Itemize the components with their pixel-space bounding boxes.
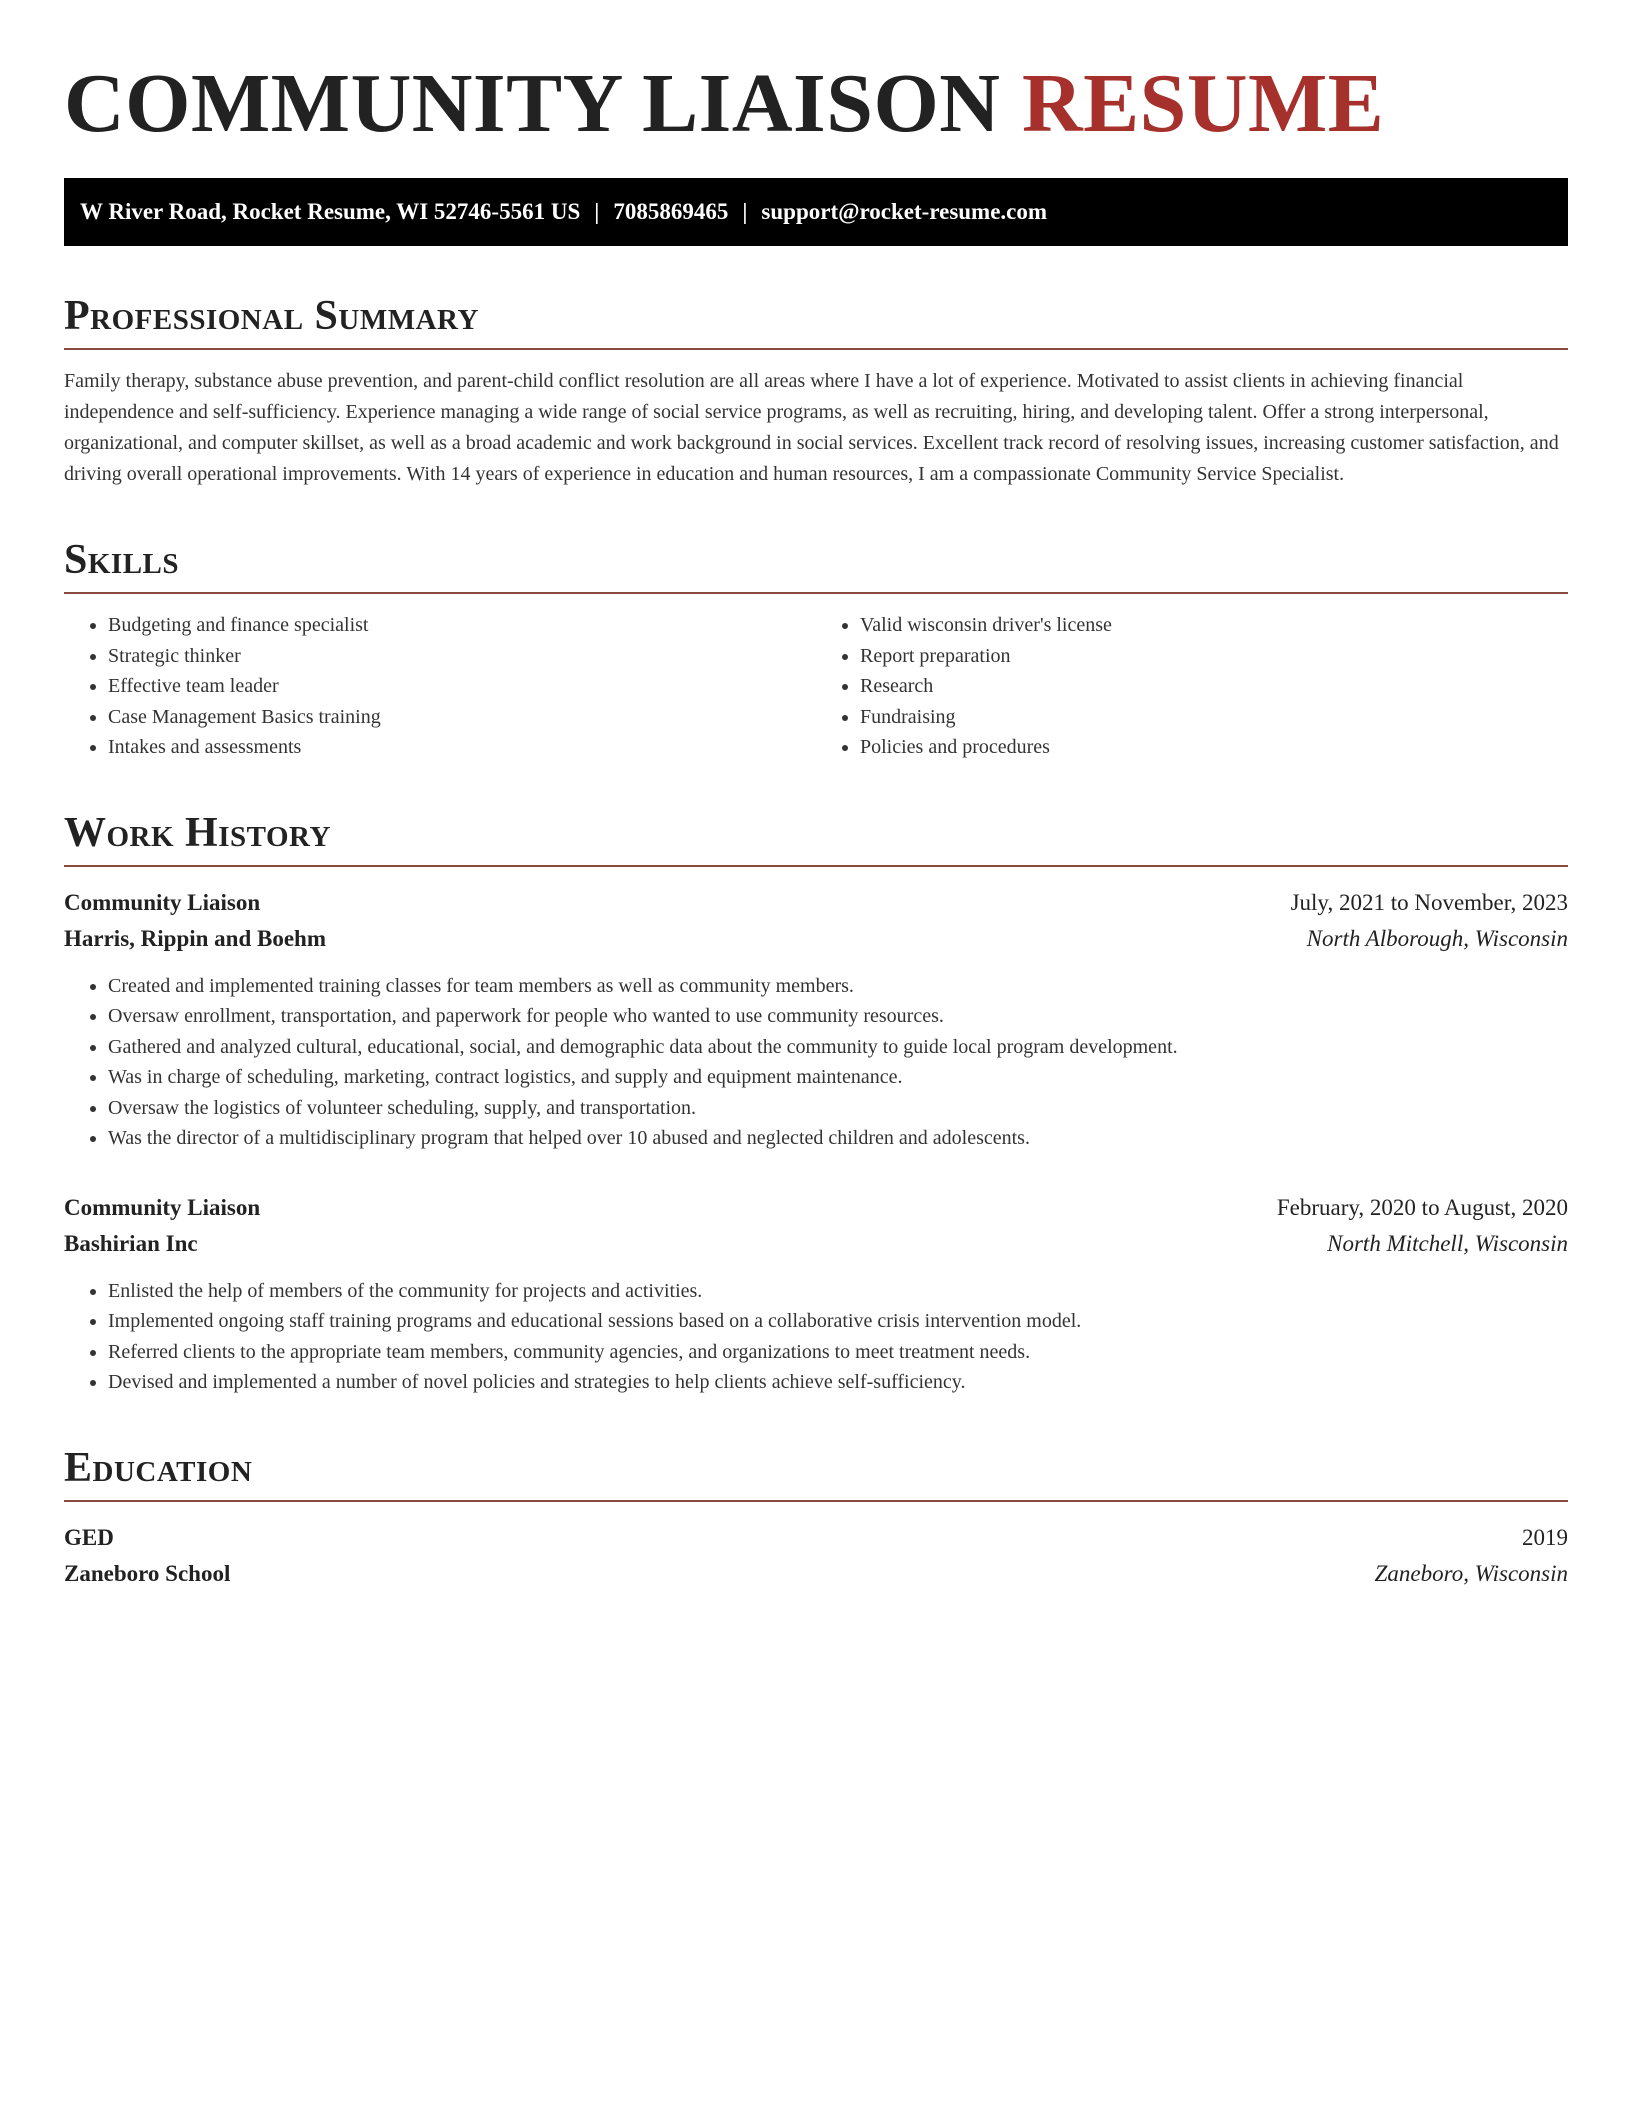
skill-item: • Intakes and assessments xyxy=(108,732,816,763)
job-title: Community Liaison xyxy=(64,1194,261,1220)
education-year: 2019 xyxy=(1522,1524,1568,1550)
skill-item: • Budgeting and finance specialist xyxy=(108,610,816,641)
summary-text: Family therapy, substance abuse prevention, and parent-child conflict resolution are all areas where I have a lot of experience. Motivated to assist clients in achieving financial independence and self-sufficiency. Experience managing a wide range of social service programs, as well as recruiting, hiring, and developing talent. Offer a strong interpersonal, organizational, and computer skillset, as well as a broad academic and work background in social services. Excellent track record of resolving issues, increasing customer satisfaction, and driving overall operational improvements. With 14 years of experience in education and human resources, I am a compassionate Community Service Specialist. xyxy=(64,370,1559,485)
job-bullet: • Oversaw enrollment, transportation, and paperwork for people who wanted to use community resources. xyxy=(108,1001,1568,1032)
skills-columns xyxy=(64,610,1568,763)
skill-item: • Research xyxy=(860,671,1568,702)
job-bullets xyxy=(64,971,1568,1154)
skills-section xyxy=(64,534,1568,763)
job-entry xyxy=(64,1190,1568,1398)
section-heading-summary: Professional Summary xyxy=(64,290,1568,350)
job-bullet: • Gathered and analyzed cultural, educational, social, and demographic data about the community to guide local program development. xyxy=(108,1032,1568,1063)
job-bullet: • Created and implemented training classes for team members as well as community members. xyxy=(108,971,1568,1002)
education-entry xyxy=(64,1520,1568,1592)
section-heading-work-history: Work History xyxy=(64,807,1568,867)
job-bullet: • Devised and implemented a number of novel policies and strategies to help clients achieve self-sufficiency. xyxy=(108,1367,1568,1398)
job-bullet: • Was the director of a multidisciplinary program that helped over 10 abused and neglected children and adolescents. xyxy=(108,1123,1568,1154)
job-dates: February, 2020 to August, 2020 xyxy=(1276,1194,1568,1220)
contact-address: W River Road, Rocket Resume, WI 52746-5561 US xyxy=(80,199,581,224)
skill-item: • Case Management Basics training xyxy=(108,702,816,733)
contact-email: support@rocket-resume.com xyxy=(761,199,1048,224)
job-dates: July, 2021 to November, 2023 xyxy=(1290,889,1568,915)
job-entry xyxy=(64,885,1568,1154)
job-header-row xyxy=(64,885,1568,921)
job-bullet: • Oversaw the logistics of volunteer scheduling, supply, and transportation. xyxy=(108,1093,1568,1124)
professional-summary-section xyxy=(64,290,1568,490)
resume-title xyxy=(64,0,1568,154)
education-school-row xyxy=(64,1556,1568,1592)
job-company: Harris, Rippin and Boehm xyxy=(64,925,326,951)
job-bullet: • Referred clients to the appropriate team members, community agencies, and organizations to meet treatment needs. xyxy=(108,1337,1568,1368)
contact-bar xyxy=(64,178,1568,246)
job-location: North Mitchell, Wisconsin xyxy=(1327,1230,1568,1256)
title-main: COMMUNITY LIAISON xyxy=(64,57,1001,150)
job-company-row xyxy=(64,921,1568,957)
skill-item: • Strategic thinker xyxy=(108,641,816,672)
section-heading-skills: Skills xyxy=(64,534,1568,594)
job-bullet: • Implemented ongoing staff training programs and educational sessions based on a collaborative crisis intervention model. xyxy=(108,1306,1568,1337)
skill-item: • Valid wisconsin driver's license xyxy=(860,610,1568,641)
skill-item: • Effective team leader xyxy=(108,671,816,702)
contact-separator: | xyxy=(742,199,748,224)
contact-phone: 7085869465 xyxy=(613,199,729,224)
job-title: Community Liaison xyxy=(64,889,261,915)
skills-list-left xyxy=(64,610,816,763)
job-company-row xyxy=(64,1226,1568,1262)
contact-separator: | xyxy=(594,199,600,224)
skill-item: • Report preparation xyxy=(860,641,1568,672)
job-header-row xyxy=(64,1190,1568,1226)
job-location: North Alborough, Wisconsin xyxy=(1306,925,1568,951)
education-degree: GED xyxy=(64,1524,114,1550)
skill-item: • Policies and procedures xyxy=(860,732,1568,763)
work-history-section xyxy=(64,807,1568,1398)
section-heading-education: Education xyxy=(64,1442,1568,1502)
skills-list-right xyxy=(816,610,1568,763)
education-school: Zaneboro School xyxy=(64,1560,231,1586)
education-section xyxy=(64,1442,1568,1592)
skill-item: • Fundraising xyxy=(860,702,1568,733)
title-accent: RESUME xyxy=(1021,57,1385,150)
job-bullet: • Was in charge of scheduling, marketing, contract logistics, and supply and equipment maintenance. xyxy=(108,1062,1568,1093)
education-degree-row xyxy=(64,1520,1568,1556)
job-company: Bashirian Inc xyxy=(64,1230,198,1256)
education-location: Zaneboro, Wisconsin xyxy=(1374,1560,1568,1586)
job-bullet: • Enlisted the help of members of the community for projects and activities. xyxy=(108,1276,1568,1307)
job-bullets xyxy=(64,1276,1568,1398)
